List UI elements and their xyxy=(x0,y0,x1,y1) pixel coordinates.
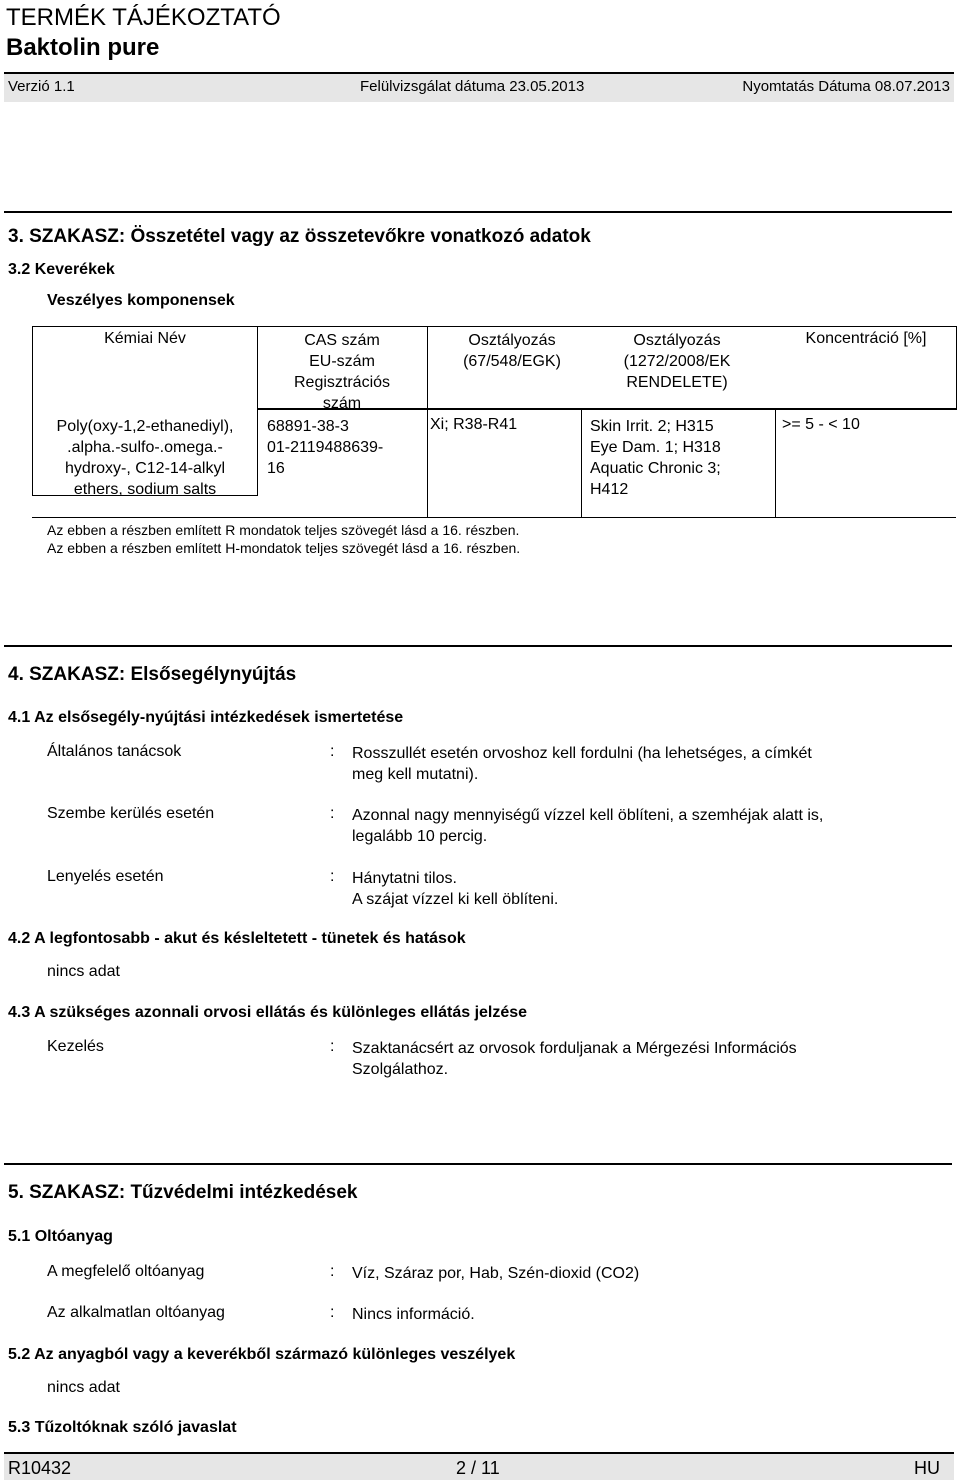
section-4-title: 4. SZAKASZ: Elsősegélynyújtás xyxy=(8,664,297,685)
ingestion-label: Lenyelés esetén xyxy=(47,868,164,885)
document-type-title: TERMÉK TÁJÉKOZTATÓ xyxy=(6,4,281,31)
column-divider xyxy=(775,410,776,518)
section-divider xyxy=(4,1163,952,1165)
treatment-value: Szaktanácsért az orvosok forduljanak a Mérgezési Információs Szolgálathoz. xyxy=(352,1040,797,1078)
product-name: Baktolin pure xyxy=(6,34,160,61)
section-5-2-title: 5.2 Az anyagból vagy a keverékből származó különleges veszélyek xyxy=(8,1346,516,1363)
general-advice-label: Általános tanácsok xyxy=(47,743,182,760)
eye-contact-label: Szembe kerülés esetén xyxy=(47,805,215,822)
components-table xyxy=(32,326,956,518)
language-code: HU xyxy=(914,1458,940,1478)
components-caption: Veszélyes komponensek xyxy=(47,292,235,309)
section-4-3-title: 4.3 A szükséges azonnali orvosi ellátás és különleges ellátás jelzése xyxy=(8,1004,528,1021)
component-class-clp: Skin Irrit. 2; H315 Eye Dam. 1; H318 Aquatic Chronic 3; H412 xyxy=(590,418,721,498)
component-chemical-name: Poly(oxy-1,2-ethanediyl), .alpha.-sulfo-.omega.- hydroxy-, C12-14-alkyl ethers, sodium salts xyxy=(56,418,234,498)
col-header-chemical-name: Kémiai Név xyxy=(104,330,186,347)
header-info-bar xyxy=(4,72,954,102)
col-header-cas: CAS szám EU-szám Regisztrációs szám xyxy=(293,332,391,412)
section-5-3-title: 5.3 Tűzoltóknak szóló javaslat xyxy=(8,1419,237,1436)
table-bottom-border xyxy=(32,517,956,518)
col-header-class-clp: Osztályozás (1272/2008/EK RENDELETE) xyxy=(623,332,731,391)
r-phrases-note: Az ebben a részben említett R mondatok teljes szövegét lásd a 16. részben. xyxy=(47,522,520,538)
colon: : xyxy=(330,805,335,822)
col-header-concentration: Koncentráció [%] xyxy=(805,330,927,347)
component-class-eec: Xi; R38-R41 xyxy=(430,416,518,433)
unsuitable-media-value: Nincs információ. xyxy=(352,1306,475,1323)
symptoms-text: nincs adat xyxy=(47,963,120,980)
column-divider xyxy=(581,410,582,518)
suitable-media-label: A megfelelő oltóanyag xyxy=(47,1263,205,1280)
document-code: R10432 xyxy=(8,1458,72,1478)
ingestion-value: Hánytatni tilos. A szájat vízzel ki kell öblíteni. xyxy=(352,870,559,908)
colon: : xyxy=(330,1038,335,1055)
colon: : xyxy=(330,743,335,760)
page-footer xyxy=(4,1452,954,1480)
h-phrases-note: Az ebben a részben említett H-mondatok teljes szövegét lásd a 16. részben. xyxy=(47,540,521,556)
suitable-media-value: Víz, Száraz por, Hab, Szén-dioxid (CO2) xyxy=(352,1265,640,1282)
colon: : xyxy=(330,1304,335,1321)
colon: : xyxy=(330,1263,335,1280)
revision-date: Felülvizsgálat dátuma 23.05.2013 xyxy=(360,78,585,95)
section-3-2-title: 3.2 Keverékek xyxy=(8,261,115,278)
col-header-class-eec: Osztályozás (67/548/EGK) xyxy=(463,332,561,370)
unsuitable-media-label: Az alkalmatlan oltóanyag xyxy=(47,1304,225,1321)
section-3-title: 3. SZAKASZ: Összetétel vagy az összetevőkre vonatkozó adatok xyxy=(8,226,591,247)
general-advice-value: Rosszullét esetén orvoshoz kell fordulni (ha lehetséges, a címkét meg kell mutatni). xyxy=(352,745,812,783)
section-divider xyxy=(4,645,952,647)
section-5-1-title: 5.1 Oltóanyag xyxy=(8,1228,113,1245)
colon: : xyxy=(330,868,335,885)
section-4-1-title: 4.1 Az elsősegély-nyújtási intézkedések ismertetése xyxy=(8,709,404,726)
special-hazards-text: nincs adat xyxy=(47,1379,120,1396)
version: Verzió 1.1 xyxy=(8,78,75,95)
section-4-2-title: 4.2 A legfontosabb - akut és késleltetett - tünetek és hatások xyxy=(8,930,466,947)
component-concentration: >= 5 - < 10 xyxy=(782,416,860,433)
print-date: Nyomtatás Dátuma 08.07.2013 xyxy=(742,78,950,95)
component-cas-number: 68891-38-3 01-2119488639- 16 xyxy=(267,418,384,477)
eye-contact-value: Azonnal nagy mennyiségű vízzel kell öblíteni, a szemhéjak alatt is, legalább 10 percig. xyxy=(352,807,824,845)
page-number: 2 / 11 xyxy=(456,1458,500,1478)
section-5-title: 5. SZAKASZ: Tűzvédelmi intézkedések xyxy=(8,1182,358,1203)
treatment-label: Kezelés xyxy=(47,1038,104,1055)
section-divider xyxy=(4,211,952,213)
